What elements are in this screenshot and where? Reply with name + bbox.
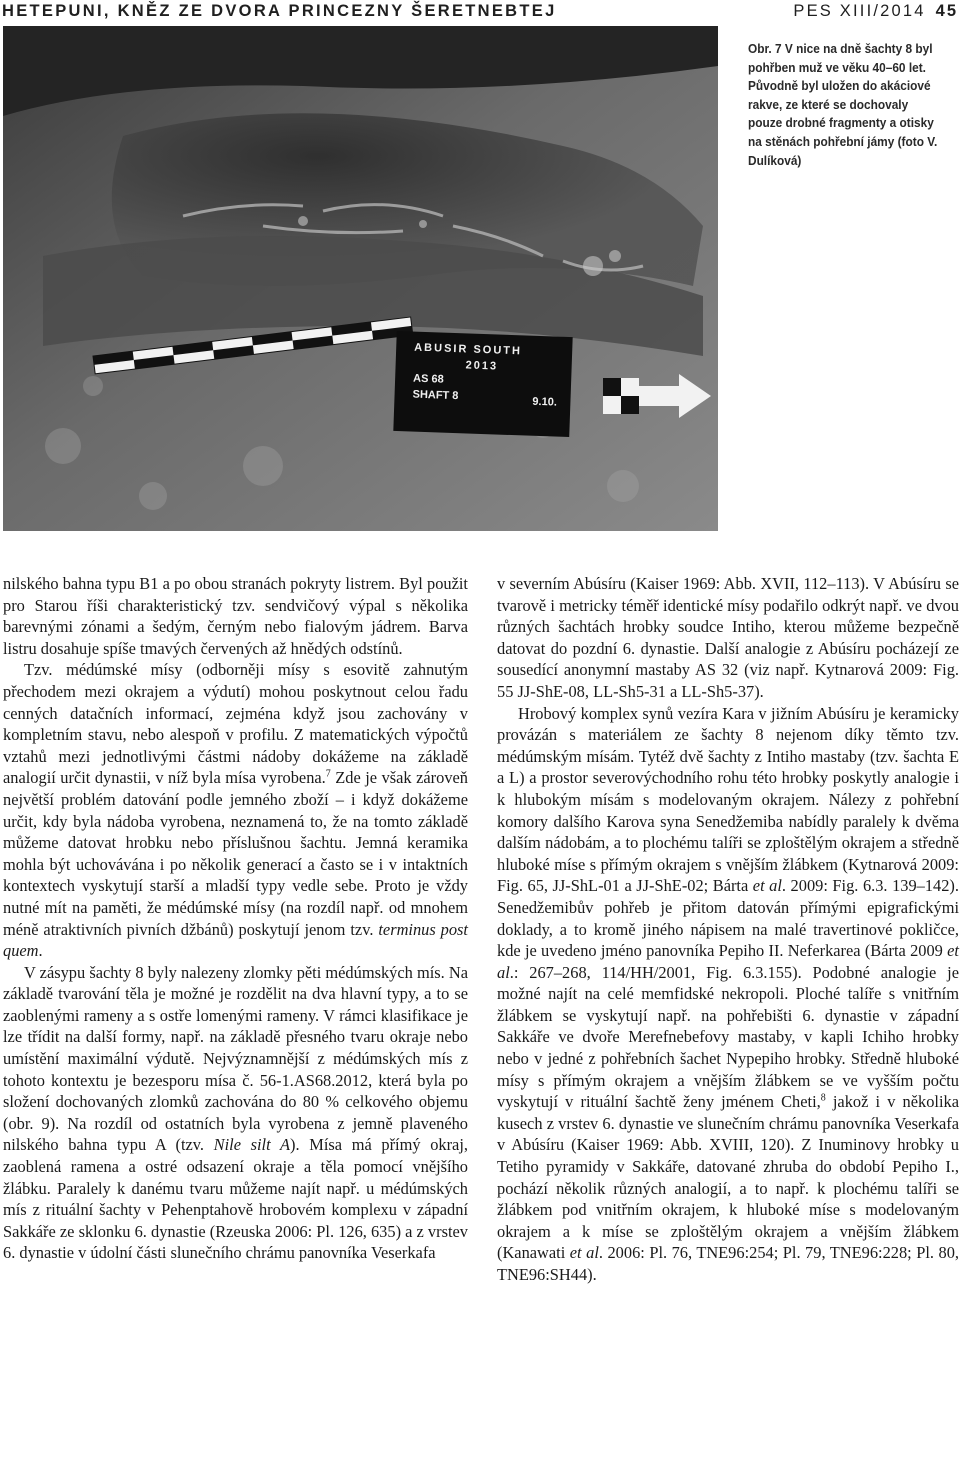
figure-caption: Obr. 7 V nice na dně šachty 8 byl pohřben muž ve věku 40–60 let. Původně byl uložen do akáciové rakve, ze které se dochovaly pouze drobné fragmenty a otisky na stěnách pohřební jámy (foto V. Dulíková) <box>748 41 938 168</box>
excavation-photo <box>3 26 718 531</box>
excavation-photo-graphic <box>3 26 718 531</box>
paragraph: Tzv. médúmské mísy (odborněji mísy s esovitě zahnutým přechodem mezi okrajem a výdutí) mohou poskytnout celou řadu cenných datačních informací, zejména když jsou zachovány v kompletním stavu, nebo alespoň v profilu. Z matematických výpočtů vztahů mezi jednotlivými částmi nádoby dokážeme na základě analogií určit dynastii, v níž byla mísa vyrobena.$^7$ Zde je však zároveň největší problém datování podle jemného zboží – i když dokážeme určit, kdy byla nádoba vyrobena, neznamená to, že na tomto základě můžeme datovat hrobku nebo příslušnou šachtu. Jemná keramika mohla být uchovávána i po několik generací a často se i v intaktních kontextech vyskytují starší a mladší typy vedle sebe. Proto je vždy nutné mít na paměti, že médúmské mísy (na rozdíl např. od mnohem méně atraktivních pivních džbánů) poskytují jenom tzv. terminus post quem. <box>3 660 468 961</box>
journal-info <box>793 2 958 21</box>
label-line-5: 9.10. <box>532 395 558 409</box>
paragraph: nilského bahna typu B1 a po obou stranách pokryty listrem. Byl použit pro Starou říši charakteristický tzv. sendvičový výpal s několika barevnými zónami a šedým, černým nebo fialovým jádrem. Barva listru dosahuje spíše tmavých červených až hnědých odstínů. <box>3 574 468 658</box>
text-column-left <box>3 573 468 1264</box>
paragraph: Hrobový komplex synů vezíra Kara v jižním Abúsíru je keramicky provázán s materiálem ze šachty 8 nejenom díky těmto tzv. médúmským mísám. Tytéž dvě šachty z Intiho mastaby (tzv. šachta E a L) a prostor severovýchodního rohu této hrobky poskytly analogie i k hlubokým mísám s modelovaným okrajem. Nálezy z pohřební komory dalšího Karova syna Senedžemiba nabídly paralely k dvěma dalším nádobám, a to plochému talíři se zploštělým okrajem a středně hluboké míse s přímým okrajem s vnějším žlábkem (Kytnarová 2009: Fig. 65, JJ-ShL-01 a JJ-ShE-02; Bárta et al. 2009: Fig. 6.3. 139–142). Senedžemibův pohřeb je přitom datován přímými epigrafickými doklady, a to kromě jiného nápisem na malé travertinové pokličce, kde je uvedeno jméno panovníka Pepiho II. Neferkarea (Bárta 2009 et al.: 267–268, 114/HH/2001, Fig. 6.3.155). Podobné analogie je možné najít na celé memfidské nekropoli. Ploché talíře s vnitřním žlábkem se vyskytují např. na pohřebišti 6. dynastie v západní Sakkáře ve dvoře Merefnebefovy mastaby, v kapli Ichiho hrobky nebo v jedné z pohřebních šachet Nypepiho hrobky. Středně hluboké mísy s přímým okrajem a vnějším žlábkem se ve vyšším počtu vyskytují v rituální šachtě ženy jménem Cheti,$^8$ jakož i v několika kusech z vrstev 6. dynastie ve slunečním chrámu panovníka Veserkafa v Abúsíru (Kaiser 1969: Abb. XVIII, 120). Z Inuminovy hrobky u Tetiho pyramidy v Sakkáře, datované zhruba do období Pepiho I., pochází několik různých analogií, a to např. k plochému talíři se žlábkem pod vnitřním okrajem, k hluboké míse s modelovaným okrajem a k míse se zploštělým okrajem a vnějším žlábkem (Kanawati et al. 2006: Pl. 76, TNE96:254; Pl. 79, TNE96:228; Pl. 80, TNE96:SH44). <box>497 703 960 1284</box>
page-number: 45 <box>935 2 958 20</box>
footnote-ref: 8 <box>820 1092 826 1104</box>
label-line-2: 2013 <box>465 359 499 373</box>
paragraph: V zásypu šachty 8 byly nalezeny zlomky pěti médúmských mís. Na základě tvarování těla je možné je rozdělit na dva hlavní typy, a to se zaoblenými rameny a s ostře lomenými rameny. V rámci klasifikace je lze třídit na další formy, např. na základě přesného tvaru okraje nebo umístění maximální výdutě. Nejvýznamnější z médúmských mís z tohoto kontextu je bezesporu mísa č. 56-1.AS68.2012, která byla po složení dochovaných zlomků zachována do 80 % celkového objemu (obr. 9). Na rozdíl od ostatních byla vyrobena z jemně plaveného nilského bahna typu A (tzv. Nile silt A). Mísa má přímý okraj, zaoblená ramena a ostré odsazení okraje a těla pomocí vnějšího žlábku. Paralely k danému tvaru můžeme najít např. u médúmských mís z rituální šachty v Pehenptahově hrobovém komplexu v západní Sakkáře ze sklonku 6. dynastie (Rzeuska 2006: Pl. 126, 635) a z vrstev 6. dynastie v údolní části slunečního chrámu panovníka Veserkafa <box>3 962 468 1263</box>
paragraph: v severním Abúsíru (Kaiser 1969: Abb. XVII, 112–113). V Abúsíru se tvarově i metricky téměř identické mísy podařilo odkrýt např. ve dvou různých šachtách hrobky soudce Intiho, kterou můžeme bezpečně datovat do pozdní 6. dynastie. Další analogie z Abúsíru pocházejí ze sousedící anonymní mastaby AS 32 (viz např. Kytnarová 2009: Fig. 55 JJ-ShE-08, LL-Sh5-31 a LL-Sh5-37). <box>497 574 959 701</box>
text-column-right <box>497 573 959 1286</box>
label-line-4: SHAFT 8 <box>412 388 459 403</box>
footnote-ref: 7 <box>325 768 331 780</box>
journal-name: PES XIII/2014 <box>793 2 926 20</box>
running-header <box>0 0 960 26</box>
label-line-1: ABUSIR SOUTH <box>414 341 523 358</box>
running-title: HETEPUNI, KNĚZ ZE DVORA PRINCEZNY ŠERETNEBTEJ <box>2 2 557 20</box>
label-line-3: AS 68 <box>412 372 444 386</box>
